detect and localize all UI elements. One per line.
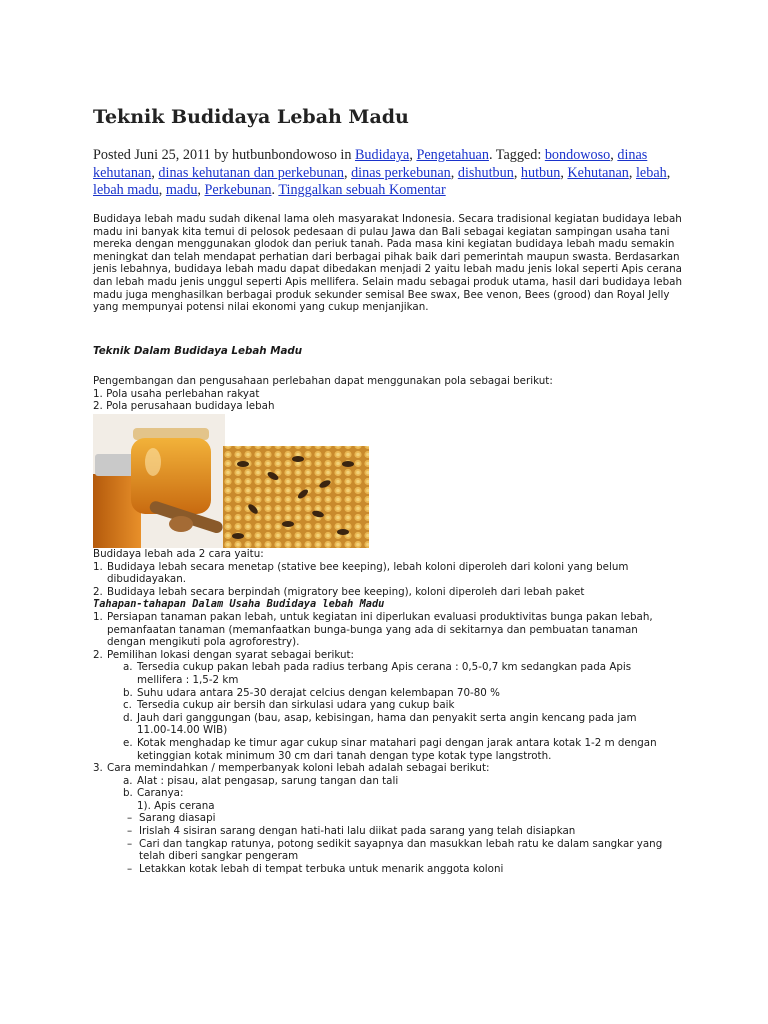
tag-link[interactable]: hutbun: [520, 164, 561, 181]
list-item: 2. Budidaya lebah secara berpindah (migratory bee keeping), koloni diperoleh dari lebah paket: [93, 585, 585, 598]
tag-link[interactable]: bondowoso: [544, 147, 611, 163]
list-item: – Cari dan tangkap ratunya, potong sedikit sayapnya dan masukkan lebah ratu ke dalam sangkar yang telah diberi sangkar pengeram: [127, 837, 663, 863]
list-item: 2. Pemilihan lokasi dengan syarat sebagai berikut: a. Tersedia cukup pakan lebah pada radius terbang Apis cerana : 0,5-0,7 km sedangkan pada Apis mellifera : 1,5-2 km b. Suhu udara antara 25-30 derajat celcius dengan kelembapan 70-80 % c. Tersedia cukup air bersih dan sirkulasi udara yang cukup baik d. Jauh dari ganggungan (bau, asap, kebisingan, hama dan penyakit serta angin kencang pada jam 11.00-14.00 WIB) e. Kotak menghadap ke timur agar cukup sinar matahari pagi dengan jarak antara kotak 1-2 m dengan ketinggian kotak minimum 30 cm dari tanah dengan type kotak type langstroth.: [93, 649, 673, 762]
step3-list: [107, 775, 673, 800]
tag-link[interactable]: dinas perkebunan: [351, 164, 451, 181]
tag-link[interactable]: Perkebunan: [204, 182, 272, 198]
lokasi-list: [107, 661, 673, 762]
pola-item: 2. Pola perusahaan budidaya lebah: [93, 400, 275, 413]
list-item: d. Jauh dari ganggungan (bau, asap, kebisingan, hama dan penyakit serta angin kencang pada jam 11.00-14.00 WIB): [123, 711, 637, 737]
list-item: 1. Budidaya lebah secara menetap (stative bee keeping), lebah koloni diperoleh dari koloni yang belum dibudidayakan.: [93, 560, 629, 586]
cara-section: [93, 548, 673, 875]
list-item: 1. Persiapan tanaman pakan lebah, untuk kegiatan ini diperlukan evaluasi produktivitas bunga pakan lebah, pemanfaatan tanaman (memanfaatkan bunga-bunga yang ada di sekitarnya dan pembuatan tanaman dengan mengikuti pola agroforestry).: [93, 610, 653, 649]
cara-list: [93, 561, 673, 599]
list-item: c. Tersedia cukup air bersih dan sirkulasi udara yang cukup baik: [123, 699, 455, 712]
tag-link[interactable]: dinas kehutanan dan perkebunan: [158, 164, 344, 181]
pola-item: 1. Pola usaha perlebahan rakyat: [93, 387, 260, 400]
list-item: e. Kotak menghadap ke timur agar cukup sinar matahari pagi dengan jarak antara kotak 1-2 m dengan ketinggian kotak minimum 30 cm dari tanah dengan type kotak type langstroth.: [123, 736, 657, 762]
tag-link[interactable]: lebah madu: [93, 182, 159, 198]
list-item: – Letakkan kotak lebah di tempat terbuka untuk menarik anggota koloni: [127, 862, 504, 875]
category-link-budidaya[interactable]: Budidaya: [354, 147, 410, 163]
comment-link[interactable]: Tinggalkan sebuah Komentar: [278, 182, 446, 198]
posted-text: Posted Juni 25, 2011 by hutbunbondowoso in: [93, 147, 355, 163]
honey-photos: [93, 414, 369, 548]
category-link-pengetahuan[interactable]: Pengetahuan: [416, 147, 489, 163]
tag-link[interactable]: dinas kehutanan: [93, 147, 648, 181]
list-item: b. Caranya:: [123, 787, 184, 800]
pola-block: [93, 375, 553, 413]
list-item: a. Tersedia cukup pakan lebah pada radius terbang Apis cerana : 0,5-0,7 km sedangkan pada Apis mellifera : 1,5-2 km: [123, 661, 632, 686]
section-heading-tahapan: Tahapan-tahapan Dalam Usaha Budidaya lebah Madu: [93, 598, 385, 611]
list-item: a. Alat : pisau, alat pengasap, sarung tangan dan tali: [123, 774, 399, 787]
list-item: – Sarang diasapi: [127, 812, 216, 825]
apis-cerana-label: 1). Apis cerana: [137, 799, 215, 812]
section-heading-teknik: Teknik Dalam Budidaya Lebah Madu: [93, 345, 303, 357]
honeycomb-bees-image: [223, 446, 369, 548]
tag-link[interactable]: dishutbun: [457, 164, 514, 181]
tagged-label: . Tagged:: [488, 147, 545, 163]
tag-link[interactable]: Kehutanan: [567, 164, 629, 181]
list-item: 3. Cara memindahkan / memperbanyak koloni lebah adalah sebagai berikut: a. Alat : pisau, alat pengasap, sarung tangan dan tali b. Caranya: 1). Apis cerana – Sarang diasapi – Irislah 4 sisiran sarang dengan hati-hati lalu diikat pada sarang yang telah disiapkan – Cari dan tangkap ratunya, potong sedikit sayapnya dan masukkan lebah ratu ke dalam sangkar yang telah diberi sangkar pengeram – Letakkan kotak lebah di tempat terbuka untuk menarik anggota koloni: [93, 762, 673, 875]
honey-jars-image: [93, 414, 225, 548]
list-item: b. Suhu udara antara 25-30 derajat celcius dengan kelembapan 70-80 %: [123, 686, 500, 699]
tag-link[interactable]: lebah: [635, 164, 667, 181]
cara-intro: Budidaya lebah ada 2 cara yaitu:: [93, 548, 264, 560]
post-title: Teknik Budidaya Lebah Madu: [93, 106, 409, 128]
intro-paragraph: Budidaya lebah madu sudah dikenal lama oleh masyarakat Indonesia. Secara tradisional kegiatan budidaya lebah madu ini banyak kita temui di pelosok pedesaan di pulau Jawa dan Bali sebagai kegiatan sampingan usaha tani mereka dengan menggunakan glodok dan periuk tanah. Pada masa kini kegiatan budidaya lebah madu semakin meningkat dan telah mendapat perhatian dari berbagai pihak baik dari pemerintah maupun swasta. Berdasarkan jenis lebahnya, budidaya lebah madu dapat dibedakan menjadi 2 yaitu lebah madu jenis lokal seperti Apis cerana dan lebah madu jenis unggul seperti Apis mellifera. Selain madu sebagai produk utama, hasil dari budidaya lebah madu juga menghasilkan berbagai produk sekunder semisal Bee swax, Bee venon, Bees (grood) dan Royal Jelly yang mempunyai potensi nilai ekonomi yang cukup menjanjikan.: [93, 213, 682, 314]
steps-list: [93, 611, 673, 875]
apis-steps-list: [107, 812, 673, 875]
tag-link[interactable]: madu: [165, 182, 198, 198]
list-item: – Irislah 4 sisiran sarang dengan hati-hati lalu diikat pada sarang yang telah disiapkan: [127, 825, 576, 838]
post-meta: Posted Juni 25, 2011 by hutbunbondowoso in Budidaya, Pengetahuan. Tagged: bondowoso, dinas kehutanan, dinas kehutanan dan perkebunan, dinas perkebunan, dishutbun, hutbun, Kehutanan, lebah, lebah madu, madu, Perkebunan. Tinggalkan sebuah Komentar: [93, 147, 671, 198]
pola-intro: Pengembangan dan pengusahaan perlebahan dapat menggunakan pola sebagai berikut:: [93, 375, 553, 387]
